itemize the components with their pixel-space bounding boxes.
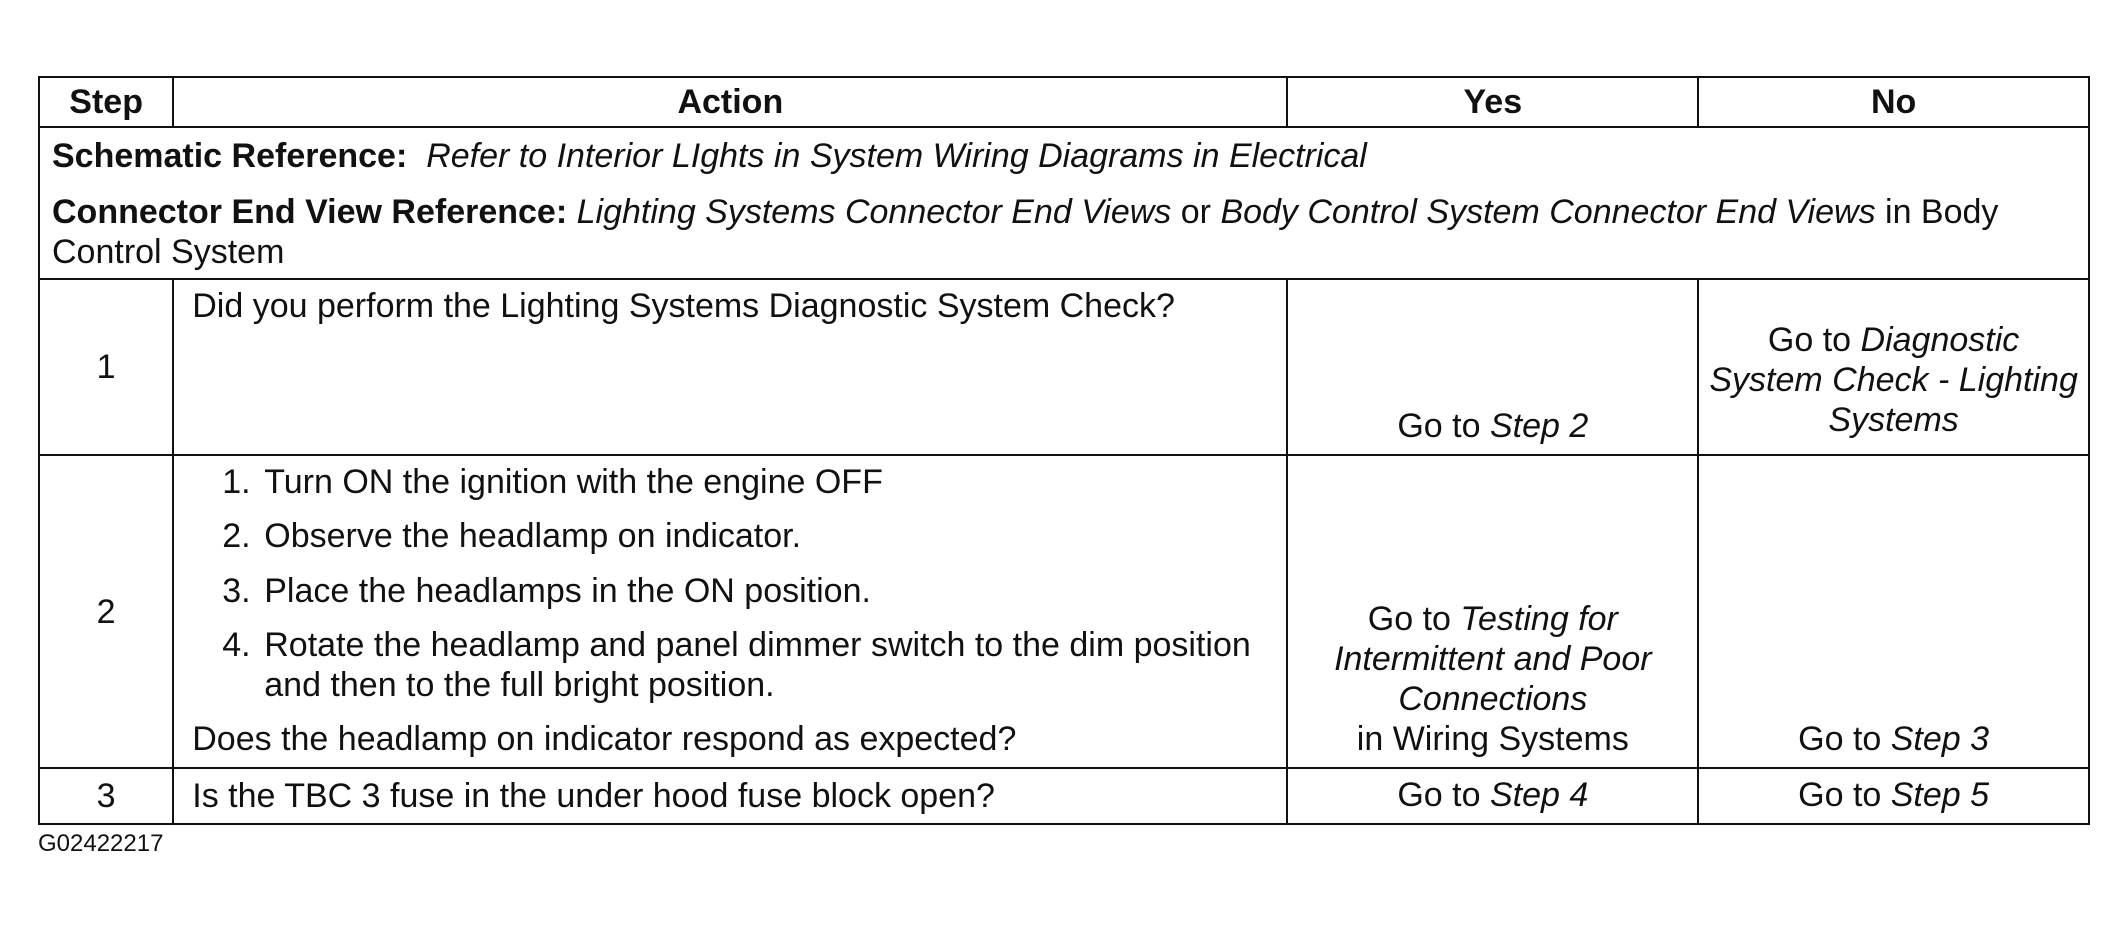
yes-cell <box>1287 279 1698 455</box>
substep-list <box>192 462 1270 705</box>
table-row <box>39 455 2089 768</box>
connector-reference-or: or <box>1171 193 1221 232</box>
connector-reference-label: Connector End View Reference: <box>52 193 568 232</box>
schematic-reference-label: Schematic Reference: <box>52 137 408 175</box>
yes-prefix: Go to <box>1397 775 1490 814</box>
action-cell <box>173 768 1287 824</box>
step-question: Does the headlamp on indicator respond as expected? <box>192 719 1017 758</box>
step-number: 3 <box>39 768 173 824</box>
list-item: 4. Rotate the headlamp and panel dimmer switch to the dim position and then to the full bright position. <box>192 625 1270 705</box>
yes-link[interactable]: Step 2 <box>1489 407 1589 446</box>
reference-cell <box>39 127 2089 279</box>
figure-id: G02422217 <box>38 830 164 857</box>
substep-text: Observe the headlamp on indicator. <box>264 517 802 556</box>
substep-text: Place the headlamps in the ON position. <box>264 571 871 610</box>
schematic-reference-link[interactable]: Refer to Interior LIghts in System Wiring Diagrams in Electrical <box>426 137 1367 175</box>
no-prefix: Go to <box>1798 775 1891 814</box>
yes-cell <box>1287 455 1698 768</box>
list-item: 2. Observe the headlamp on indicator. <box>222 517 802 556</box>
yes-cell <box>1287 768 1698 824</box>
list-item: 3. Place the headlamps in the ON position. <box>222 571 871 610</box>
header-action: Action <box>173 77 1287 127</box>
connector-reference-suffix: in Body Control System <box>52 193 1999 272</box>
connector-reference <box>52 192 2076 272</box>
yes-prefix: Go to <box>1397 407 1490 446</box>
yes-link[interactable]: Testing for Intermittent and Poor Connections <box>1334 599 1652 718</box>
no-cell <box>1698 768 2089 824</box>
table-row <box>39 279 2089 455</box>
no-link[interactable]: Step 5 <box>1890 775 1990 814</box>
connector-reference-link-2[interactable]: Body Control System Connector End Views <box>1220 193 1876 232</box>
no-link[interactable]: Diagnostic System Check - Lighting Systems <box>1709 321 2078 440</box>
no-prefix: Go to <box>1798 719 1891 758</box>
header-row <box>39 77 2089 127</box>
header-yes: Yes <box>1287 77 1698 127</box>
action-cell <box>173 279 1287 455</box>
step-number: 1 <box>39 279 173 455</box>
list-item: 1. Turn ON the ignition with the engine OFF <box>222 463 883 502</box>
diagnostic-table <box>38 76 2090 825</box>
substep-text: Rotate the headlamp and panel dimmer switch to the dim position and then to the full bright position. <box>264 625 1251 704</box>
table-row <box>39 768 2089 824</box>
no-cell <box>1698 279 2089 455</box>
step-question: Did you perform the Lighting Systems Diagnostic System Check? <box>192 287 1175 326</box>
header-step: Step <box>39 77 173 127</box>
step-question: Is the TBC 3 fuse in the under hood fuse block open? <box>192 776 995 815</box>
yes-link[interactable]: Step 4 <box>1489 775 1589 814</box>
no-link[interactable]: Step 3 <box>1890 719 1990 758</box>
schematic-reference <box>52 136 2076 176</box>
connector-reference-link-1[interactable]: Lighting Systems Connector End Views <box>576 193 1172 232</box>
yes-prefix: Go to <box>1367 599 1461 638</box>
header-no: No <box>1698 77 2089 127</box>
no-cell <box>1698 455 2089 768</box>
reference-row <box>39 127 2089 279</box>
action-cell <box>173 455 1287 768</box>
substep-text: Turn ON the ignition with the engine OFF <box>264 463 883 502</box>
step-number: 2 <box>39 455 173 768</box>
yes-suffix: in Wiring Systems <box>1356 719 1629 758</box>
no-prefix: Go to <box>1767 321 1861 360</box>
